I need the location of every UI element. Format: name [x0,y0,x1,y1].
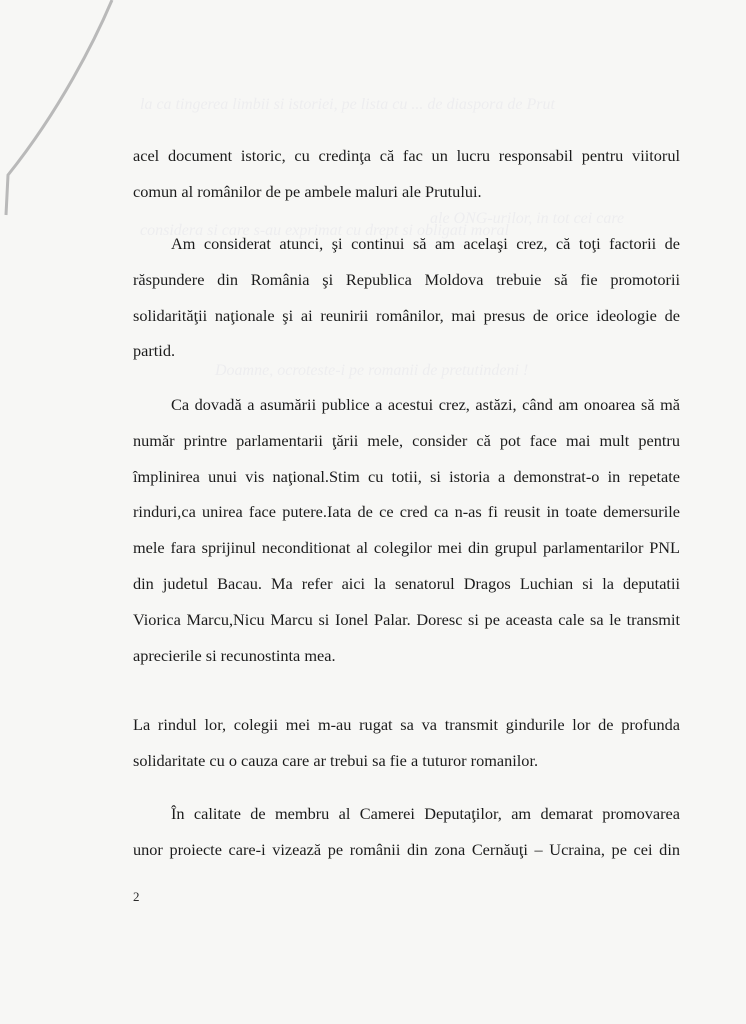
text-line: aprecierile si recunostinta mea. [133,645,336,665]
page-fold-shadow [0,0,120,220]
text-line: din judetul Bacau. Ma refer aici la senatorul Dragos Luchian si la deputatii [133,573,680,593]
paragraph-2 [133,226,680,369]
paragraph-1 [133,138,680,210]
text-line: Am considerat atunci, şi continui să am acelaşi crez, că toţi factorii de [171,234,680,253]
text-line: partid. [133,341,176,361]
text-line: răspundere din România şi Republica Moldova trebuie să fie promotorii [133,269,680,289]
paragraph-5 [133,796,680,868]
bleed-through-text: ale ONG-urilor, in tot cei care [430,210,625,227]
text-line: Ca dovadă a asumării publice a acestui crez, astăzi, când am onoarea să mă [171,395,680,414]
text-line: solidaritate cu o cauza care ar trebui sa fie a tuturor romanilor. [133,750,539,770]
text-line: comun al românilor de pe ambele maluri ale Prutului. [133,181,482,201]
page-number: 2 [133,889,140,904]
bleed-through-text: Doamne, ocroteste-i pe romanii de pretutindeni ! [215,362,529,379]
text-line: împlinirea unui vis naţional.Stim cu totii, si istoria a demonstrat-o in repetate [133,466,680,486]
bleed-through-text: la ca tingerea limbii si istoriei, pe lista cu ... de diaspora de Prut [140,96,555,113]
text-line: număr printre parlamentarii ţării mele, consider că pot face mai mult pentru [133,430,680,450]
text-line: La rindul lor, colegii mei m-au rugat sa va transmit gindurile lor de profunda [133,715,680,734]
text-line: mele fara sprijinul neconditionat al colegilor mei din grupul parlamentarilor PNL [133,538,680,558]
bleed-through-text: considera si care s-au exprimat cu drept si obligati moral [140,222,509,239]
text-line: acel document istoric, cu credinţa că fac un lucru responsabil pentru viitorul [133,146,680,165]
text-line: În calitate de membru al Camerei Deputaţilor, am demarat promovarea [171,804,680,823]
paragraph-4 [133,707,680,779]
paragraph-3 [133,387,680,673]
text-line: unor proiecte care-i vizează pe românii din zona Cernăuţi – Ucraina, pe cei din [133,839,680,859]
text-line: rinduri,ca unirea face putere.Iata de ce cred ca n-as fi reusit in toate demersurile [133,502,680,522]
text-line: solidarităţii naţionale şi ai reunirii românilor, mai presus de orice ideologie de [133,305,680,325]
text-line: Viorica Marcu,Nicu Marcu si Ionel Palar. Doresc si pe aceasta cale sa le transmit [133,609,680,629]
